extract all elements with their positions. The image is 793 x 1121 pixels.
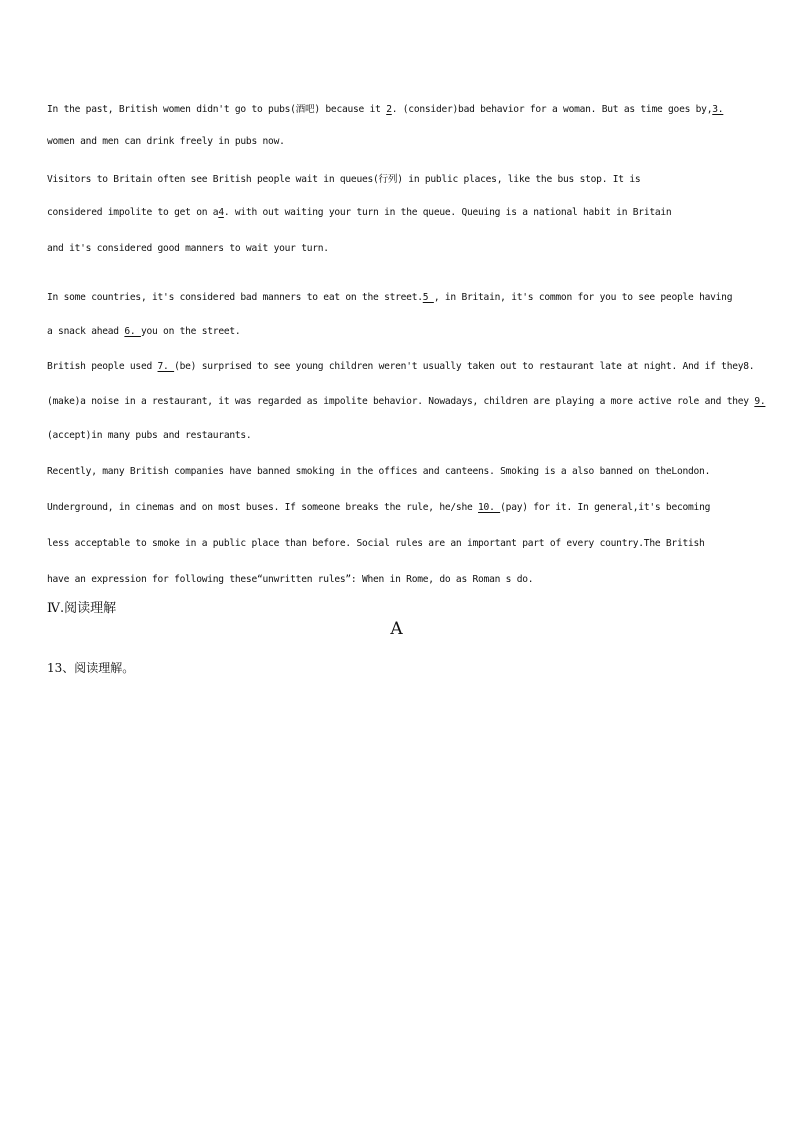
passage-text: . with out waiting your turn in the queue. Queuing is a national habit in Britain [223, 207, 672, 218]
passage-text: (be) surprised to see young children weren't usually taken out to restaurant late at night. And if they8. [174, 361, 755, 372]
passage-text: Visitors to Britain often see British people wait in queues(行列) in public places, like the bus stop. It is [47, 174, 641, 185]
passage-line [47, 243, 329, 254]
passage-text: (make)a noise in a restaurant, it was regarded as impolite behavior. Nowadays, children are playing a more active role and they [47, 396, 755, 407]
passage-line [47, 292, 732, 303]
passage-line [47, 466, 710, 477]
passage-line [47, 396, 765, 407]
part-letter: A [390, 619, 403, 639]
answer-blank: 2 [386, 104, 392, 115]
passage-text: considered impolite to get on a [47, 207, 219, 218]
passage-line [47, 430, 251, 441]
answer-blank: 6. [124, 326, 141, 337]
section-heading: Ⅳ.阅读理解 [47, 601, 117, 616]
passage-text: you on the street. [140, 326, 241, 337]
question-13-label: 13、阅读理解。 [47, 661, 135, 675]
passage-text: (accept)in many pubs and restaurants. [47, 430, 252, 441]
passage-text: , in Britain, it's common for you to see people having [433, 292, 733, 303]
passage-line [47, 538, 705, 549]
answer-blank: 4 [218, 207, 224, 218]
passage-text: a snack ahead [47, 326, 125, 337]
passage-line [47, 326, 240, 337]
passage-text: In the past, British women didn't go to pubs(酒吧) because it [47, 104, 387, 115]
passage-line [47, 207, 671, 218]
passage-line [47, 136, 285, 147]
answer-blank: 3. [712, 104, 724, 115]
answer-blank: 7. [157, 361, 175, 372]
passage-text: . (consider)bad behavior for a woman. But as time goes by, [391, 104, 713, 115]
passage-text: less acceptable to smoke in a public place than before. Social rules are an important part of every country.The British [47, 538, 705, 549]
answer-blank: 9. [754, 396, 766, 407]
passage-text: and it's considered good manners to wait your turn. [47, 243, 329, 254]
passage-text: In some countries, it's considered bad manners to eat on the street. [47, 292, 423, 303]
passage-text: Recently, many British companies have banned smoking in the offices and canteens. Smoking is a also banned on theLondon. [47, 466, 711, 477]
passage-text: have an expression for following these“unwritten rules”: When in Rome, do as Roman s do. [47, 574, 534, 585]
passage-text: British people used [47, 361, 158, 372]
passage-line [47, 361, 754, 372]
passage-text: Underground, in cinemas and on most buses. If someone breaks the rule, he/she [47, 502, 479, 513]
passage-line [47, 101, 723, 115]
answer-blank: 5 [422, 292, 434, 303]
answer-blank: 10. [478, 502, 501, 513]
passage-line [47, 574, 533, 585]
passage-text: (pay) for it. In general,it's becoming [500, 502, 711, 513]
passage-line [47, 171, 640, 185]
passage-text: women and men can drink freely in pubs now. [47, 136, 285, 147]
passage-line [47, 502, 710, 513]
